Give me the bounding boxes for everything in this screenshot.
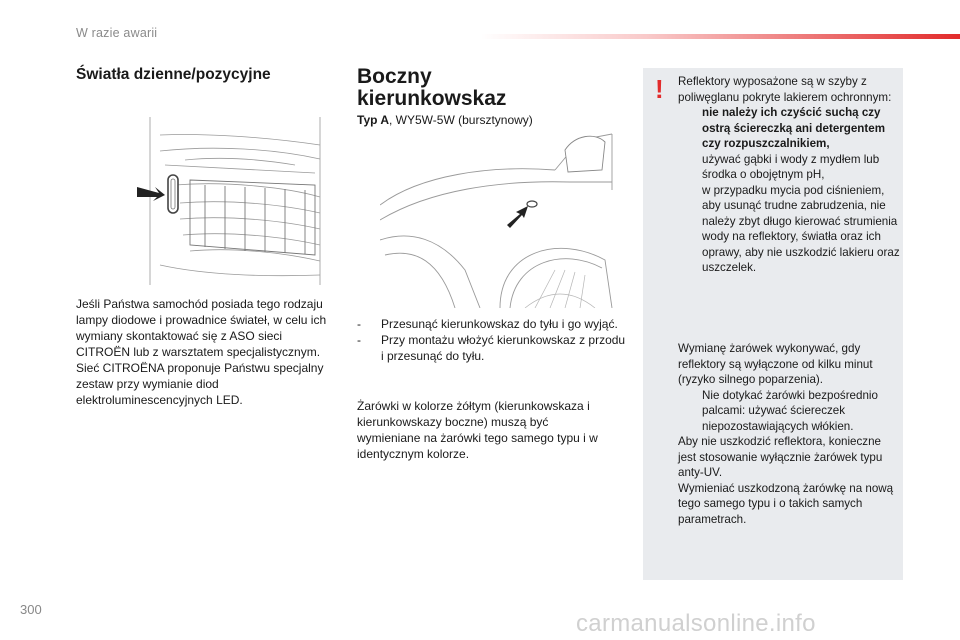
- checkbox-bullet-icon: [678, 152, 702, 183]
- drl-illustration: [135, 115, 325, 290]
- section-heading-drl: Światła dzienne/pozycyjne: [76, 66, 271, 83]
- steps-list: [357, 316, 627, 364]
- checkbox-bullet-icon: [678, 388, 702, 435]
- warning-para-2: Wymianę żarówek wykonywać, gdy reflektory są wyłączone od kilku minut (ryzyko silnego poparzenia).: [678, 342, 873, 386]
- warning-para-4: Wymieniać uszkodzoną żarówkę na nową tego samego typu i o takich samych parametrach.: [678, 481, 894, 526]
- step-marker: -: [357, 333, 361, 347]
- warning-bullet: [678, 183, 900, 276]
- bulb-type-value: , WY5W-5W (bursztynowy): [389, 113, 533, 127]
- page-number: 300: [20, 602, 42, 617]
- checkbox-bullet-icon: [678, 105, 702, 152]
- bulb-type-line: [357, 113, 533, 127]
- warning-intro: Reflektory wyposażone są w szyby z poliwęglanu pokryte lakierem ochronnym:: [678, 75, 892, 104]
- warning-icon: !: [655, 74, 664, 104]
- step-text: Przesunąć kierunkowskaz do tyłu i go wyjąć.: [381, 317, 618, 331]
- warning-bullet-text: Nie dotykać żarówki bezpośrednio palcami: używać ściereczek niepozostawiających włókien.: [702, 388, 878, 433]
- warning-bullet-text: w przypadku mycia pod ciśnieniem, aby usunąć trudne zabrudzenia, nie należy zbyt długo kierować strumienia wody na reflektory, światła oraz ich oprawy, aby nie uszkodzić lakieru oraz uszczelek.: [702, 183, 900, 274]
- step-item: [357, 316, 627, 332]
- warning-bullet: [678, 152, 900, 183]
- warning-bullet-text: używać gąbki i wody z mydłem lub środka o obojętnym pH,: [702, 152, 880, 181]
- header-accent-bar: [480, 34, 960, 39]
- warning-bullet-text: nie należy ich czyścić suchą czy ostrą ściereczką ani detergentem czy rozpuszczalnikiem,: [702, 106, 886, 150]
- watermark: carmanualsonline.info: [576, 610, 816, 637]
- step-item: [357, 332, 627, 364]
- warning-para-3: Aby nie uszkodzić reflektora, konieczne jest stosowanie wyłącznie żarówek typu anty-UV.: [678, 435, 883, 479]
- warning-bullet: [678, 105, 900, 152]
- checkbox-bullet-icon: [678, 183, 702, 276]
- section-heading-side-indicator: Boczny kierunkowskaz: [357, 65, 507, 110]
- bulb-type-label: Typ A: [357, 113, 389, 127]
- warning-block-bulbs: [678, 341, 900, 527]
- warning-bullet: [678, 388, 900, 435]
- step-marker: -: [357, 317, 361, 331]
- bulb-color-paragraph: Żarówki w kolorze żółtym (kierunkowskaza i kierunkowskazy boczne) muszą być wymieniane na żarówki tego samego typu i w identycznym kolorze.: [357, 399, 598, 461]
- step-text: Przy montażu włożyć kierunkowskaz z przodu i przesunąć do tyłu.: [381, 333, 626, 363]
- warning-block-headlamps: [678, 74, 900, 276]
- drl-paragraph: Jeśli Państwa samochód posiada tego rodzaju lampy diodowe i prowadnice świateł, w celu ich wymiany skontaktować się z ASO sieci CITROËN lub z warsztatem specjalistycznym. Sieć CITROËNA proponuje Państwu specjalny zestaw przy wymianie diod elektroluminescencyjnych LED.: [76, 297, 327, 407]
- side-indicator-illustration: [380, 130, 620, 308]
- running-header: W razie awarii: [76, 26, 158, 40]
